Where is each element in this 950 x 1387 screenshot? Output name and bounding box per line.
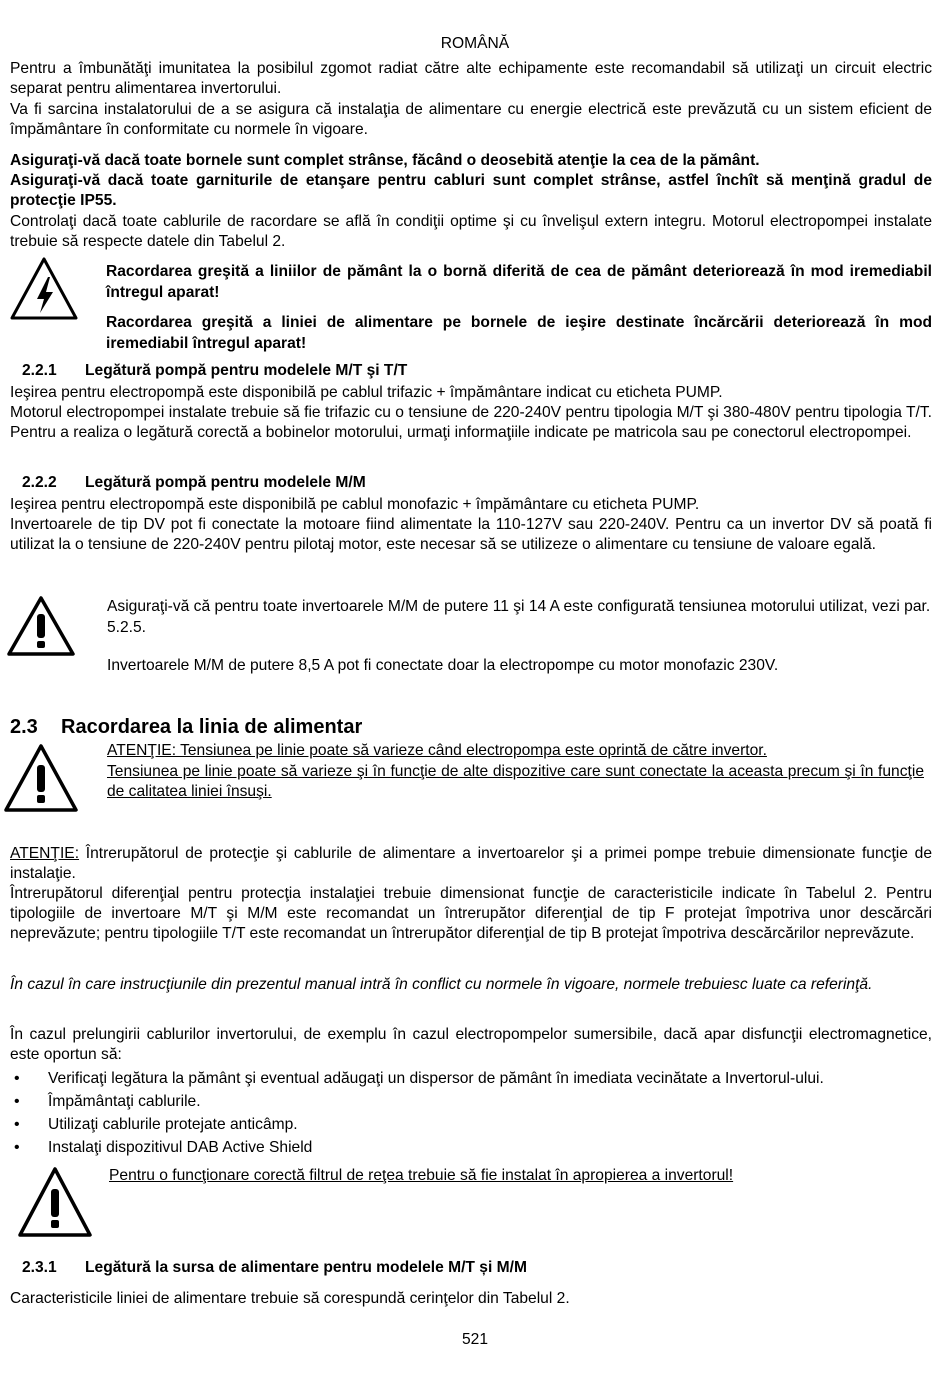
attention-line-voltage-devices: Tensiunea pe linie poate să varieze şi în funcţie de alte dispozitive care sunt conectate la aceasta precum şi în funcţie de calitatea liniei însuşi. xyxy=(107,763,924,800)
warning-voltage-config: Asiguraţi-vă că pentru toate invertoarele M/M de putere 11 şi 14 A este configurată tensiunea motorului utilizat, vezi par. 5.2.5. xyxy=(107,598,931,636)
section-number: 2.3 xyxy=(10,716,38,738)
section-number: 2.3.1 xyxy=(22,1259,57,1276)
attention-label: ATENŢIE: xyxy=(10,845,80,862)
section-title: Legătură la sursa de alimentare pentru modelele M/T și M/M xyxy=(85,1259,527,1276)
section-2-2-1-paragraph-1: Ieşirea pentru electropompă este disponibilă pe cablul trifazic + împământare indicat cu eticheta PUMP. xyxy=(10,384,723,401)
warning-8-5A-models: Invertoarele M/M de putere 8,5 A pot fi conectate doar la electropompe cu motor monofazic 230V. xyxy=(107,657,779,674)
section-2-3-paragraph-2: În cazul prelungirii cablurilor invertorului, de exemplu în cazul electropompelor sumersibile, dacă apar disfuncţii electromagnetice, este oportun să: xyxy=(10,1026,932,1063)
warning-exclamation-icon xyxy=(2,742,80,819)
attention-line-voltage: ATENŢIE: Tensiunea pe linie poate să varieze când electropompa este oprintă de către invertor. xyxy=(107,742,767,759)
section-2-3-1-heading xyxy=(22,1259,527,1277)
electric-hazard-icon xyxy=(8,255,80,328)
section-title: Legătură pompă pentru modelele M/T şi T/T xyxy=(85,362,408,379)
page-number: 521 xyxy=(461,1331,489,1348)
intro-paragraph-3: Controlaţi dacă toate cablurile de racordare se află în condiţii optime şi cu învelişul extern integru. Motorul electropompei instalate trebuie să respecte datele din Tabelul 2. xyxy=(10,213,932,250)
section-number: 2.2.1 xyxy=(22,362,57,379)
attention-text: Întrerupătorul de protecţie şi cablurile de alimentare a invertoarelor şi a primei pompe trebuie dimensionate funcţie de instalaţie. xyxy=(10,845,932,882)
section-2-2-2-paragraph-1: Ieşirea pentru electropompă este disponibilă pe cablul monofazic + împământare cu eticheta PUMP. xyxy=(10,496,700,513)
section-2-2-2-heading xyxy=(22,474,366,492)
language-header: ROMÂNĂ xyxy=(440,35,510,52)
list-item: • Împământaţi cablurile. xyxy=(10,1090,824,1113)
electric-warning-1: Racordarea greşită a liniilor de pământ la o bornă diferită de cea de pământ deteriorează în mod iremediabil întregul aparat! xyxy=(106,263,932,301)
section-2-3-heading xyxy=(10,716,362,739)
attention-breaker-paragraph xyxy=(10,844,932,884)
section-title: Racordarea la linia de alimentar xyxy=(61,716,363,738)
intro-paragraph-2: Va fi sarcina instalatorului de a se asigura că instalaţia de alimentare cu energie electrică este prevăzută cu un sistem eficient de împământare în conformitate cu normele în vigoare. xyxy=(10,101,932,138)
list-item: • Utilizaţi cablurile protejate anticâmp. xyxy=(10,1113,824,1136)
intro-paragraph-1: Pentru a îmbunătăţi imunitatea la posibilul zgomot radiat către alte echipamente este recomandabil să utilizaţi un circuit electric separat pentru alimentarea invertorului. xyxy=(10,60,932,97)
section-2-2-1-heading xyxy=(22,362,407,380)
section-2-2-2-paragraph-2: Invertoarele de tip DV pot fi conectate la motoare fiind alimentate la 110-127V sau 220-240V. Pentru ca un invertor DV să poată fi utilizat la o tensiune de 220-240V pentru pilotaj motor, este necesar să se utilizeze o alimentare cu tensiune de valoare egală. xyxy=(10,516,932,553)
intro-bold-seals: Asiguraţi-vă dacă toate garniturile de etanşare pentru cabluri sunt complet strânse, astfel închît să menţină gradul de protecţie IP55. xyxy=(10,172,932,209)
electric-warning-2: Racordarea greşită a liniei de alimentare pe bornele de ieşire destinate încărcării deteriorează în mod iremediabil întregul aparat! xyxy=(106,314,932,352)
warning-exclamation-icon xyxy=(5,594,77,663)
recommendations-list xyxy=(10,1067,824,1159)
filter-installation-warning: Pentru o funcţionare corectă filtrul de reţea trebuie să fie instalat în apropierea a invertorul! xyxy=(109,1167,734,1184)
section-2-3-paragraph-1: Întrerupătorul diferenţial pentru protecţia instalaţiei trebuie dimensionat funcţie de caracteristicile indicate în Tabelul 2. Pentru tipologiile de invertoare M/T şi M/M este recomandat un întrerupător diferenţial de tip F protejat împotriva unor descărcări neprevăzute; pentru tipologiile T/T este recomandat un întrerupător diferenţial de tip B protejat împotriva descărcărilor neprevăzute. xyxy=(10,885,932,942)
list-item: • Verificaţi legătura la pământ şi eventual adăugaţi un dispersor de pământ în imediata vecinătate a Invertorul-ului. xyxy=(10,1067,824,1090)
list-item: • Instalaţi dispozitivul DAB Active Shield xyxy=(10,1136,824,1159)
section-2-3-1-paragraph: Caracteristicile liniei de alimentare trebuie să corespundă cerinţelor din Tabelul 2. xyxy=(10,1290,570,1307)
warning-exclamation-icon xyxy=(16,1165,94,1244)
intro-bold-terminals: Asiguraţi-vă dacă toate bornele sunt complet strânse, făcând o deosebită atenţie la cea de la pământ. xyxy=(10,152,760,169)
section-number: 2.2.2 xyxy=(22,474,57,491)
section-2-2-1-paragraph-2: Motorul electropompei instalate trebuie să fie trifazic cu o tensiune de 220-240V pentru tipologia M/T şi 380-480V pentru tipologia T/T. Pentru a realiza o legătură corectă a bobinelor motorului, urmaţi informaţiile indicate pe matricola sau pe conectorul electropompei. xyxy=(10,404,932,441)
section-title: Legătură pompă pentru modelele M/M xyxy=(85,474,366,491)
section-2-3-italic-note: În cazul în care instrucţiunile din prezentul manual intră în conflict cu normele în vigoare, normele trebuiesc luate ca referinţă. xyxy=(10,976,873,993)
